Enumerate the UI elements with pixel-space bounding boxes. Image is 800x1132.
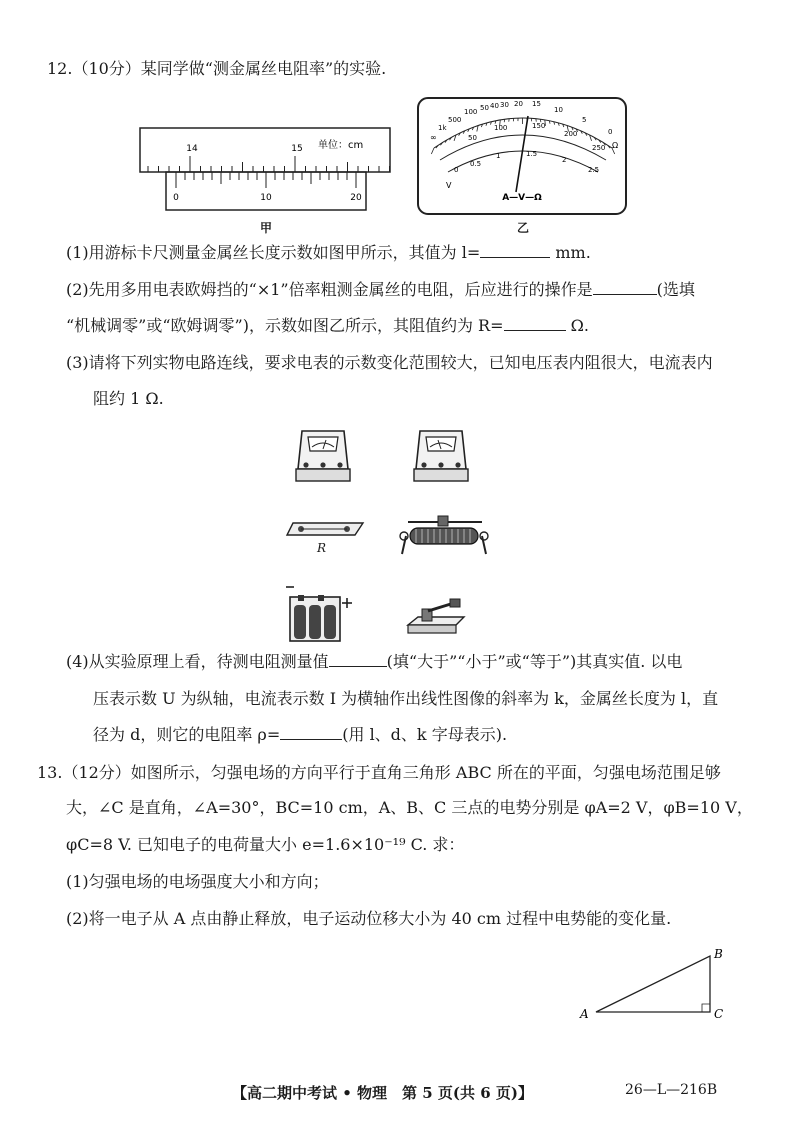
mid-200: 200 [564, 130, 578, 138]
main-scale-14: 14 [186, 144, 198, 154]
label-a: A [580, 1007, 589, 1021]
q12-part2-line2: “机械调零”或“欧姆调零”)，示数如图乙所示，其阻值约为 R= Ω. [66, 316, 589, 335]
dc-1: 1 [496, 152, 501, 160]
q13-part1: (1)匀强电场的电场强度大小和方向； [66, 872, 329, 891]
meter-scale-tick [431, 148, 434, 154]
ammeter-device [410, 425, 472, 487]
vernier-20: 20 [350, 193, 362, 203]
ohm-unit: Ω [612, 141, 619, 150]
answer-blank-resistance[interactable] [504, 316, 566, 331]
q12-part3-line2: 阻约 1 Ω. [93, 389, 164, 408]
label-b: B [714, 947, 723, 961]
mid-100: 100 [494, 124, 508, 132]
footer-title: 【高二期中考试 • 物理 第 5 页(共 6 页)】 [232, 1084, 533, 1102]
q12-part4-line2: 压表示数 U 为纵轴，电流表示数 I 为横轴作出线性图像的斜率为 k，金属丝长度为 l，直 [93, 689, 719, 708]
dc-15: 1.5 [526, 150, 538, 158]
caption-yi: 乙 [517, 221, 530, 235]
switch-device [404, 597, 468, 639]
ohm-40: 40 [490, 102, 499, 110]
q12-part4-line1: (4)从实验原理上看，待测电阻测量值 (填“大于”“小于”或“等于”)其真实值. 以电 [66, 652, 683, 671]
meter-scale-tick [504, 119, 505, 122]
triangle-abc-figure [576, 946, 726, 1026]
answer-blank-compare[interactable] [329, 652, 387, 667]
q12-part3-line1: (3)请将下列实物电路连线，要求电表的示数变化范围较大，已知电压表内阻很大，电流表内 [66, 353, 713, 372]
resistor-label: R [317, 541, 327, 555]
q12-part1: (1)用游标卡尺测量金属丝长度示数如图甲所示，其值为 l= mm. [66, 243, 591, 262]
ohm-500: 500 [448, 116, 462, 124]
vernier-10: 10 [260, 193, 272, 203]
q12-part4-line3: 径为 d，则它的电阻率 ρ= (用 l、d、k 字母表示). [93, 725, 508, 744]
ohm-20: 20 [514, 100, 523, 108]
vernier-caliper-figure [138, 126, 393, 226]
dc-05: 0.5 [470, 160, 482, 168]
ohm-100: 100 [464, 108, 478, 116]
label-c: C [714, 1007, 724, 1021]
q13-line3: φC=8 V. 已知电子的电荷量大小 e=1.6×10⁻¹⁹ C. 求： [66, 835, 465, 854]
battery-pack [284, 583, 356, 645]
ohm-50: 50 [480, 104, 489, 112]
main-scale-15: 15 [291, 144, 303, 154]
mid-250: 250 [592, 144, 606, 152]
ohm-inf: ∞ [430, 133, 437, 142]
q12-part2-line1: (2)先用多用电表欧姆挡的“×1”倍率粗测金属丝的电阻，后应进行的操作是 (选填 [66, 280, 695, 299]
answer-blank-resistivity[interactable] [280, 725, 342, 740]
rheostat-device [398, 512, 490, 558]
dc-25: 2.5 [588, 166, 600, 174]
ohm-0: 0 [608, 128, 613, 136]
ohm-15: 15 [532, 100, 541, 108]
vernier-0: 0 [173, 193, 179, 203]
meter-label: A—V—Ω [502, 193, 542, 203]
q13-line1: 13.（12分）如图所示，匀强电场的方向平行于直角三角形 ABC 所在的平面，匀强电场范围足够 [37, 763, 721, 782]
answer-blank-length[interactable] [480, 243, 550, 258]
mid-150: 150 [532, 122, 546, 130]
answer-blank-operation[interactable] [593, 280, 657, 295]
mid-50: 50 [468, 134, 477, 142]
v-unit: V [446, 181, 452, 190]
ohm-10: 10 [554, 106, 563, 114]
caption-jia: 甲 [260, 221, 273, 235]
q13-part2: (2)将一电子从 A 点由静止释放，电子运动位移大小为 40 cm 过程中电势能的变化量. [66, 909, 672, 928]
multimeter-figure [416, 96, 628, 216]
unit-label: 单位：cm [318, 140, 364, 151]
ohm-30: 30 [500, 101, 509, 109]
ohm-1k: 1k [438, 124, 447, 132]
q13-line2: 大，∠C 是直角，∠A=30°，BC=10 cm，A、B、C 三点的电势分别是 φA=2 V，φB=10 V， [66, 798, 753, 817]
ohm-5: 5 [582, 116, 587, 124]
voltmeter-device [292, 425, 354, 487]
dc-2: 2 [562, 156, 567, 164]
dc-0: 0 [454, 166, 459, 174]
footer-code: 26—L—216B [625, 1082, 718, 1098]
q12-title: 12.（10分）某同学做“测金属丝电阻率”的实验. [47, 59, 387, 78]
